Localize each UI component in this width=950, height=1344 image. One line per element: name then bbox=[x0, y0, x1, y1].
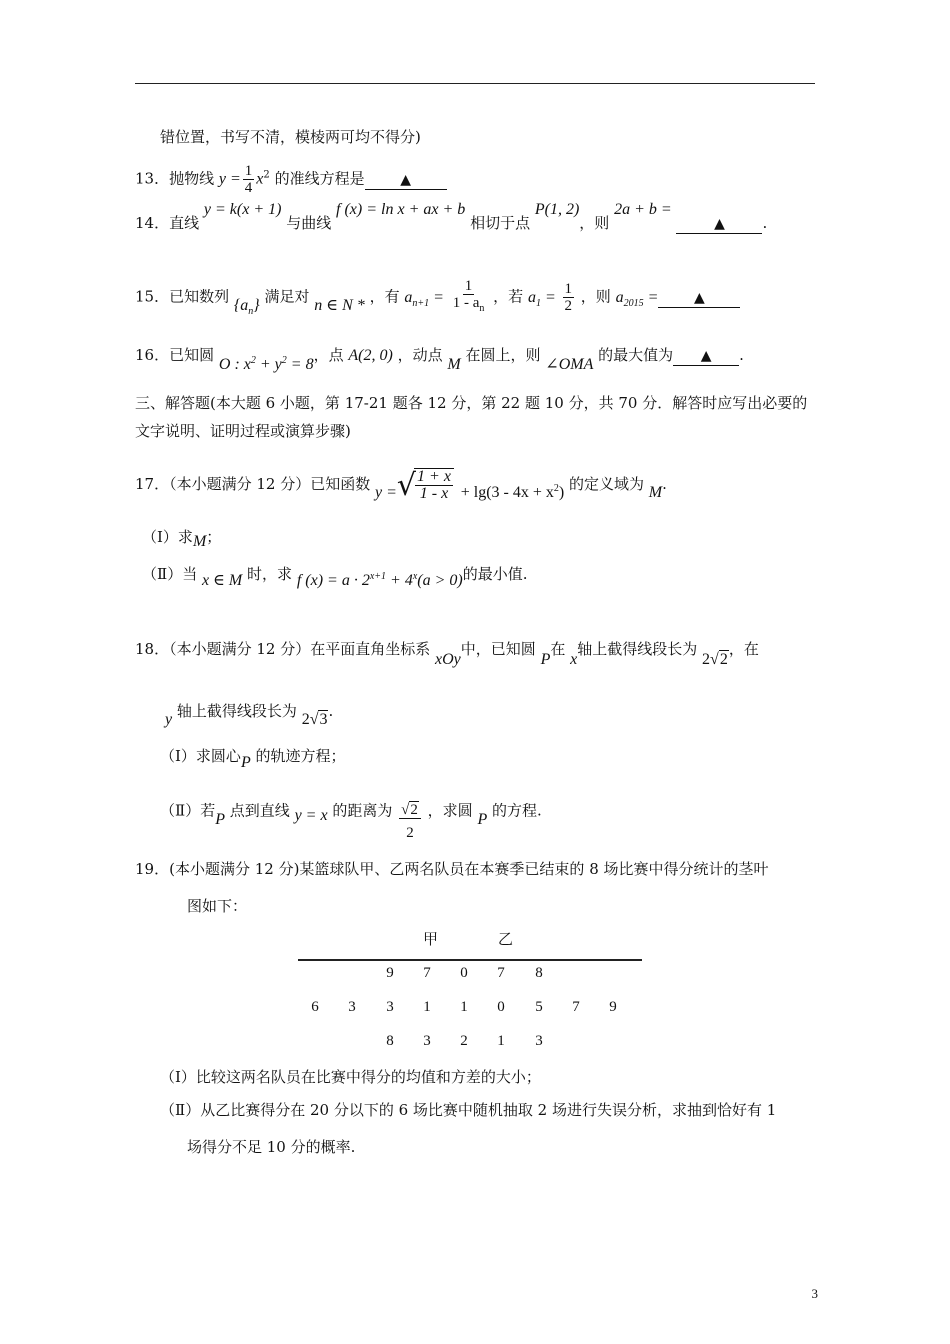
question-17-part-2: （Ⅱ）当 x ∈ M 时，求 f $(x) = a \cdot 2^{x+1} + 4^x(a > 0)$的最小值. bbox=[142, 565, 528, 589]
question-18-part-2: （Ⅱ）若P 点到直线 y = x 的距离为 $\frac{√2}{2}$ ，求圆 P 的方程. bbox=[160, 801, 542, 841]
question-13: 13．抛物线 y = $\frac{1}{4}$ $x^2$ 的准线方程是 ▲ bbox=[135, 163, 447, 196]
question-19-part-1: （Ⅰ）比较这两名队员在比赛中得分的均值和方差的大小； bbox=[160, 1068, 541, 1086]
stem-leaf-cell: 9 bbox=[386, 965, 394, 981]
question-18-cont: y 轴上截得线段长为 2√3. bbox=[165, 702, 334, 728]
question-19-part-2-cont: 场得分不足 10 分的概率. bbox=[187, 1138, 356, 1156]
header-rule bbox=[135, 83, 815, 84]
section-3-heading-cont: 文字说明、证明过程或演算步骤) bbox=[135, 422, 351, 440]
stem-leaf-cell: 7 bbox=[423, 965, 431, 981]
question-19-part-2: （Ⅱ）从乙比赛得分在 20 分以下的 6 场比赛中随机抽取 2 场进行失误分析，求抽到恰好有 1 bbox=[160, 1101, 777, 1119]
stem-leaf-rule bbox=[298, 959, 642, 961]
question-18: 18．（本小题满分 12 分）在平面直角坐标系 xOy中，已知圆 P在 x轴上截得线段长为 2√2，在 bbox=[135, 640, 759, 668]
stem-leaf-cell: 7 bbox=[497, 965, 505, 981]
stem-leaf-cell: 7 bbox=[572, 999, 580, 1015]
stem-leaf-cell: 8 bbox=[535, 965, 543, 981]
answer-blank-15: ▲ bbox=[658, 289, 740, 308]
question-14: 14．直线 y = k(x + 1) 与曲线 f (x) = ln x + ax + b 相切于点 P(1, 2)，则 2a + b = ▲ . bbox=[135, 201, 768, 232]
question-19: 19．(本小题满分 12 分)某篮球队甲、乙两名队员在本赛季已结束的 8 场比赛中得分统计的茎叶 bbox=[135, 860, 769, 878]
stem-leaf-cell: 3 bbox=[386, 999, 394, 1015]
question-18-part-1: （Ⅰ）求圆心P 的轨迹方程； bbox=[160, 747, 346, 771]
section-3-heading: 三、解答题(本大题 6 小题，第 17-21 题各 12 分，第 22 题 10 分，共 70 分．解答时应写出必要的 bbox=[135, 394, 808, 412]
stem-leaf-header-jia: 甲 bbox=[423, 930, 439, 948]
question-15: 15．已知数列 $\{a_n\}$ 满足对 n ∈ N * ，有 $a_{n+1}$ = $\frac{1}{1 - a_n}$ ，若 $a_1$ = $\frac{1}{2}$ ，则 $a_{2015}$ = ▲ bbox=[135, 278, 740, 317]
stem-leaf-cell: 1 bbox=[423, 999, 431, 1015]
page-number: 3 bbox=[811, 1286, 818, 1301]
stem-leaf-cell: 3 bbox=[348, 999, 356, 1015]
stem-leaf-cell: 6 bbox=[311, 999, 319, 1015]
stem-leaf-cell: 5 bbox=[535, 999, 543, 1015]
question-16: 16．已知圆 O : $x^2 + y^2 = 8$，点 A(2, 0) ，动点 M 在圆上，则 ∠OMA 的最大值为 ▲ . bbox=[135, 346, 744, 373]
answer-blank-16: ▲ bbox=[673, 347, 739, 366]
stem-leaf-cell: 3 bbox=[535, 1033, 543, 1049]
stem-leaf-cell: 0 bbox=[497, 999, 505, 1015]
question-19-cont: 图如下： bbox=[187, 897, 248, 915]
stem-leaf-cell: 3 bbox=[423, 1033, 431, 1049]
stem-leaf-header-yi: 乙 bbox=[498, 930, 514, 948]
question-17: 17．（本小题满分 12 分）已知函数 y =√ $\frac{1 + x}{1 - x}$ + $\lg(3 - 4x + x^2)$ 的定义域为 M. bbox=[135, 468, 667, 503]
stem-leaf-cell: 2 bbox=[460, 1033, 468, 1049]
header-continuation: 错位置，书写不清，模棱两可均不得分) bbox=[160, 128, 421, 146]
stem-leaf-cell: 1 bbox=[497, 1033, 505, 1049]
answer-blank-13: ▲ bbox=[365, 171, 447, 190]
stem-leaf-cell: 1 bbox=[460, 999, 468, 1015]
stem-leaf-cell: 0 bbox=[460, 965, 468, 981]
stem-leaf-cell: 9 bbox=[609, 999, 617, 1015]
stem-leaf-cell: 8 bbox=[386, 1033, 394, 1049]
answer-blank-14: ▲ bbox=[676, 215, 762, 234]
question-17-part-1: （Ⅰ）求M； bbox=[142, 528, 222, 550]
